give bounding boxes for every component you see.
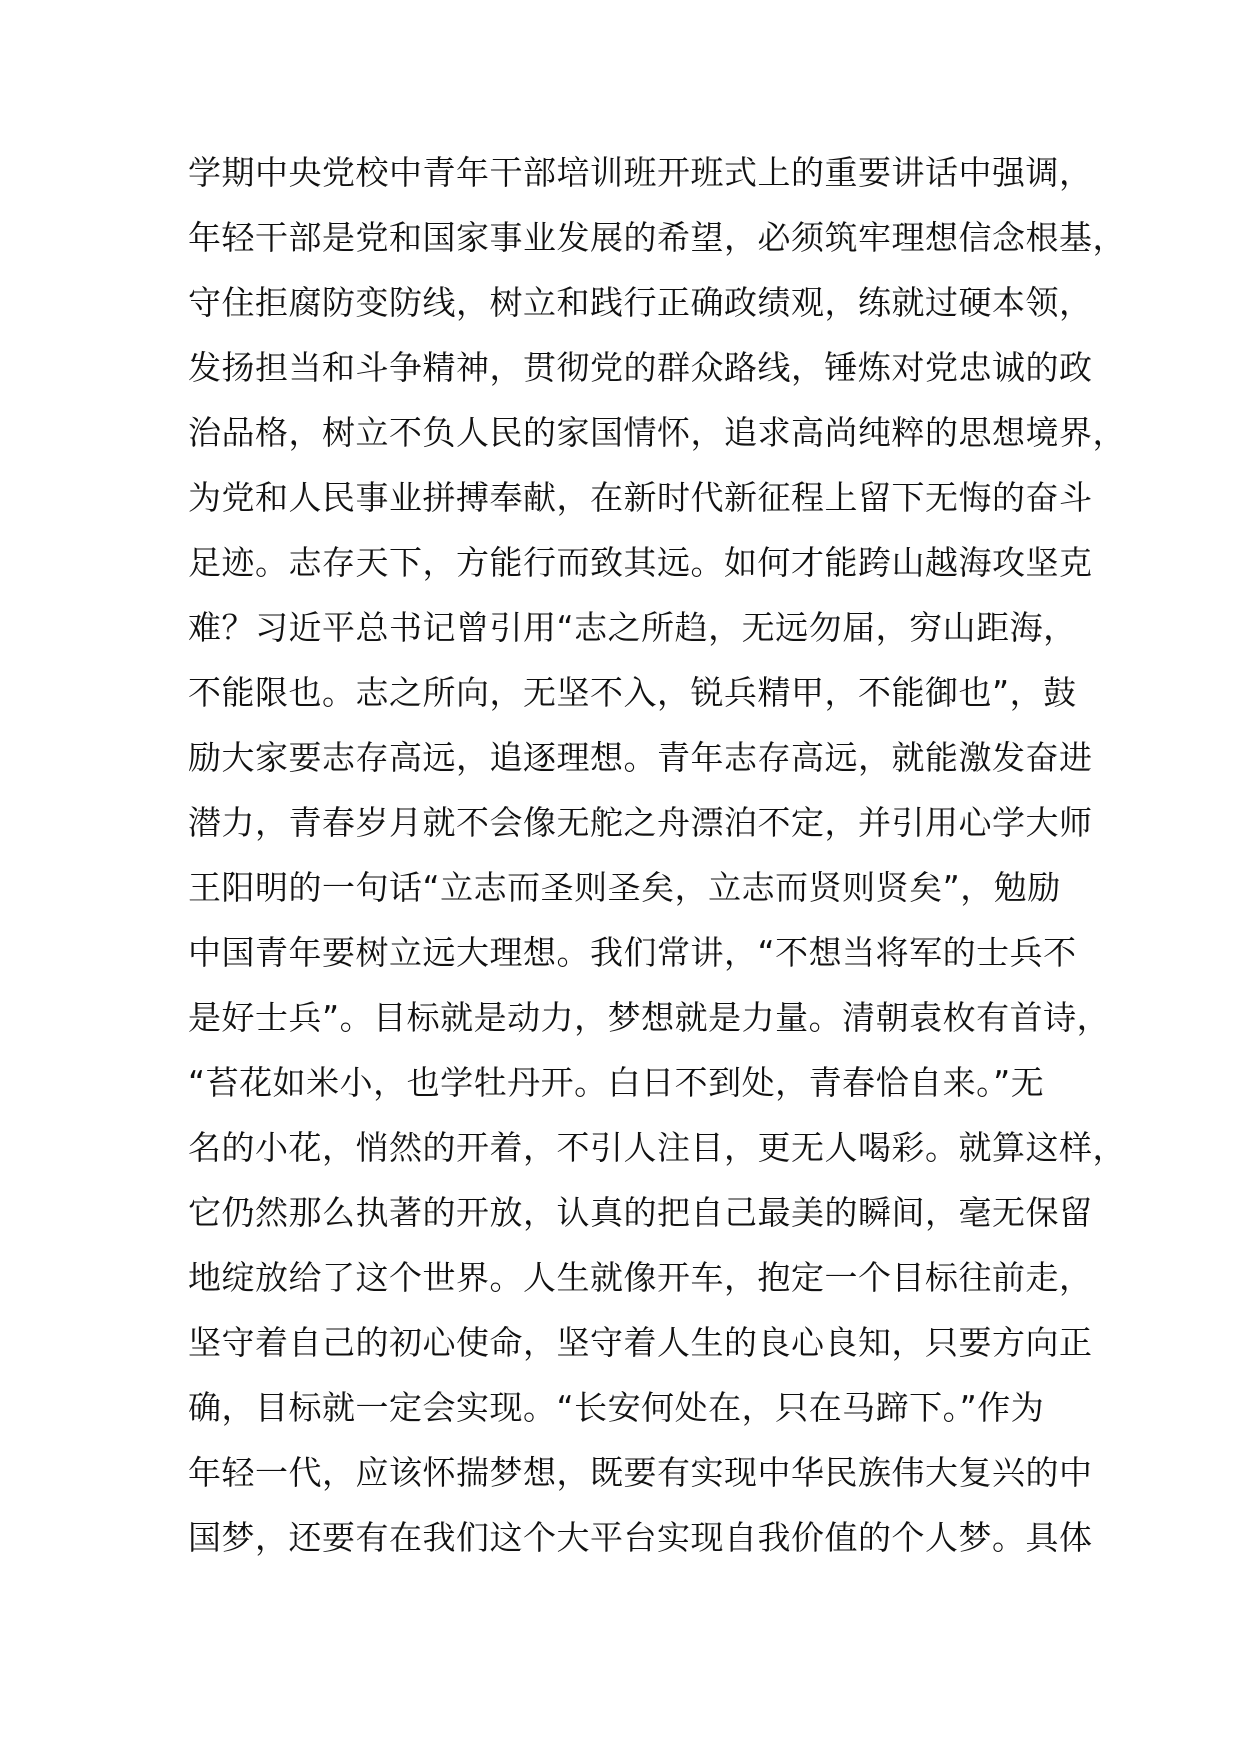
text-line: 学期中央党校中青年干部培训班开班式上的重要讲话中强调， <box>188 153 1093 192</box>
text-line: 治品格，树立不负人民的家国情怀，追求高尚纯粹的思想境界， <box>188 413 1126 452</box>
text-line: 中国青年要树立远大理想。我们常讲，“不想当将军的士兵不 <box>188 933 1077 972</box>
text-line: 年轻一代，应该怀揣梦想，既要有实现中华民族伟大复兴的中 <box>188 1453 1093 1492</box>
text-line: 不能限也。志之所向，无坚不入，锐兵精甲，不能御也”，鼓 <box>188 673 1077 712</box>
text-line: 发扬担当和斗争精神，贯彻党的群众路线，锤炼对党忠诚的政 <box>188 348 1093 387</box>
text-line: 确，目标就一定会实现。“长安何处在，只在马蹄下。”作为 <box>188 1388 1045 1427</box>
text-line: 潜力，青春岁月就不会像无舵之舟漂泊不定，并引用心学大师 <box>188 803 1093 842</box>
text-line: 为党和人民事业拼搏奉献，在新时代新征程上留下无悔的奋斗 <box>188 478 1093 517</box>
text-line: 难？习近平总书记曾引用“志之所趋，无远勿届，穷山距海， <box>188 608 1077 647</box>
text-line: 地绽放给了这个世界。人生就像开车，抱定一个目标往前走， <box>188 1258 1093 1297</box>
text-line: 王阳明的一句话“立志而圣则圣矣，立志而贤则贤矣”，勉励 <box>188 868 1061 907</box>
text-line: 它仍然那么执著的开放，认真的把自己最美的瞬间，毫无保留 <box>188 1193 1093 1232</box>
text-line: 年轻干部是党和国家事业发展的希望，必须筑牢理想信念根基， <box>188 218 1126 257</box>
text-line: 励大家要志存高远，追逐理想。青年志存高远，就能激发奋进 <box>188 738 1093 777</box>
text-line: 守住拒腐防变防线，树立和践行正确政绩观，练就过硬本领， <box>188 283 1093 322</box>
text-line: “苔花如米小，也学牡丹开。白日不到处，青春恰自来。”无 <box>188 1063 1045 1102</box>
text-line: 是好士兵”。目标就是动力，梦想就是力量。清朝袁枚有首诗， <box>188 998 1111 1037</box>
text-line: 足迹。志存天下，方能行而致其远。如何才能跨山越海攻坚克 <box>188 543 1093 582</box>
text-line: 名的小花，悄然的开着，不引人注目，更无人喝彩。就算这样， <box>188 1128 1126 1167</box>
text-line: 国梦，还要有在我们这个大平台实现自我价值的个人梦。具体 <box>188 1518 1093 1557</box>
body-text <box>188 140 1126 1570</box>
text-line: 坚守着自己的初心使命，坚守着人生的良心良知，只要方向正 <box>188 1323 1093 1362</box>
